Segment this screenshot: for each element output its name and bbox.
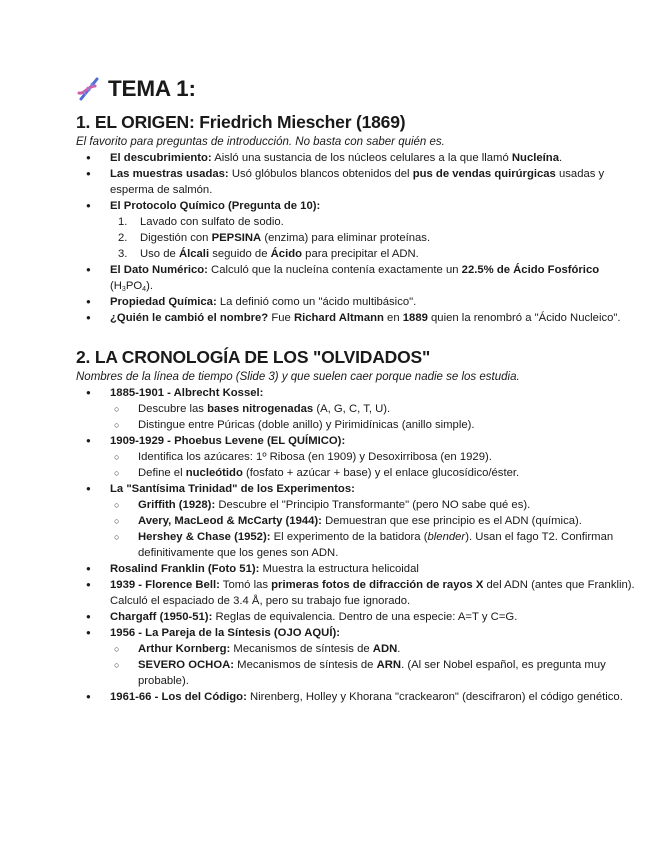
list-item: ● Las muestras usadas: Usó glóbulos blancos obtenidos del pus de vendas quirúrgicas usadas y esperma de salmón. (76, 166, 636, 198)
list-item: ○ Define el nucleótido (fosfato + azúcar + base) y el enlace glucosídico/éster. (110, 465, 636, 481)
list-item: ● Propiedad Química: La definió como un "ácido multibásico". (76, 294, 636, 310)
list-item: ● Chargaff (1950-51): Reglas de equivalencia. Dentro de una especie: A=T y C=G. (76, 609, 636, 625)
protocol-steps (110, 214, 636, 262)
list-item: ● Rosalind Franklin (Foto 51): Muestra la estructura helicoidal (76, 561, 636, 577)
section-1-intro: El favorito para preguntas de introducción. No basta con saber quién es. (76, 136, 445, 148)
list-item: ○ Avery, MacLeod & McCarty (1944): Demuestran que ese principio es el ADN (química). (110, 513, 636, 529)
list-item: ○ SEVERO OCHOA: Mecanismos de síntesis de ARN. (Al ser Nobel español, es pregunta muy probable). (110, 657, 636, 689)
list-item: ○ Distingue entre Púricas (doble anillo) y Pirimidínicas (anillo simple). (110, 417, 636, 433)
list-item: ● 1885-1901 - Albrecht Kossel: ○ Descubre las bases nitrogenadas (A, G, C, T, U). ○ Distingue entre Púricas (doble anillo) y Pirimidínicas (anillo simple). (76, 385, 636, 433)
section-1-list (76, 150, 636, 326)
section-2-intro: Nombres de la línea de tiempo (Slide 3) y que suelen caer porque nadie se los estudia. (76, 371, 520, 383)
dna-icon (76, 76, 102, 102)
list-item: ● La "Santísima Trinidad" de los Experimentos: ○ Griffith (1928): Descubre el "Principio Transformante" (pero NO sabe qué es). ○ Avery, MacLeod & McCarty (1944): Demuestran que ese principio es el ADN (química). ○ Hershey & Chase (1952): El experimento de la batidora (blender). Usan el fago T2. Confirman definitivamente que los genes son ADN. (76, 481, 636, 561)
list-item: 1. Lavado con sulfato de sodio. (118, 216, 284, 228)
list-item: 2. Digestión con PEPSINA (enzima) para eliminar proteínas. (118, 232, 431, 244)
list-item: ● ¿Quién le cambió el nombre? Fue Richard Altmann en 1889 quien la renombró a "Ácido Nucleico". (76, 310, 636, 326)
list-item: ○ Arthur Kornberg: Mecanismos de síntesis de ADN. (110, 641, 636, 657)
list-item: ○ Hershey & Chase (1952): El experimento de la batidora (blender). Usan el fago T2. Confirman definitivamente que los genes son ADN. (110, 529, 636, 561)
list-item: ○ Descubre las bases nitrogenadas (A, G, C, T, U). (110, 401, 636, 417)
list-item: ● 1939 - Florence Bell: Tomó las primeras fotos de difracción de rayos X del ADN (antes que Franklin). Calculó el espaciado de 3.4 Å, pero su trabajo fue ignorado. (76, 577, 636, 609)
document-page (76, 74, 636, 705)
list-item: 3. Uso de Álcali seguido de Ácido para precipitar el ADN. (118, 248, 419, 260)
list-item: ● El descubrimiento: Aisló una sustancia de los núcleos celulares a la que llamó Nucleína. (76, 150, 636, 166)
section-2-heading: 2. LA CRONOLOGÍA DE LOS "OLVIDADOS" (76, 347, 431, 367)
title-row (76, 74, 636, 104)
list-item: ● 1909-1929 - Phoebus Levene (EL QUÍMICO): ○ Identifica los azúcares: 1º Ribosa (en 1909) y Desoxirribosa (en 1929). ○ Define el nucleótido (fosfato + azúcar + base) y el enlace glucosídico/éster. (76, 433, 636, 481)
section-1-heading: 1. EL ORIGEN: Friedrich Miescher (1869) (76, 112, 406, 132)
list-item: ○ Identifica los azúcares: 1º Ribosa (en 1909) y Desoxirribosa (en 1929). (110, 449, 636, 465)
list-item: ○ Griffith (1928): Descubre el "Principio Transformante" (pero NO sabe qué es). (110, 497, 636, 513)
list-item: ● 1961-66 - Los del Código: Nirenberg, Holley y Khorana "crackearon" (descifraron) el código genético. (76, 689, 636, 705)
section-2-list (76, 385, 636, 705)
list-item: ● 1956 - La Pareja de la Síntesis (OJO AQUÍ): ○ Arthur Kornberg: Mecanismos de síntesis de ADN. ○ SEVERO OCHOA: Mecanismos de síntesis de ARN. (Al ser Nobel español, es pregunta muy probable). (76, 625, 636, 689)
list-item: ● El Protocolo Químico (Pregunta de 10): 1. Lavado con sulfato de sodio. 2. Digestión con PEPSINA (enzima) para eliminar proteínas. 3. Uso de Álcali seguido de Ácido para precipitar el ADN. (76, 198, 636, 262)
page-title: TEMA 1: (108, 76, 196, 101)
list-item: ● El Dato Numérico: Calculó que la nucleína contenía exactamente un 22.5% de Ácido Fosfórico $(H_3PO_4)$. (76, 262, 636, 294)
